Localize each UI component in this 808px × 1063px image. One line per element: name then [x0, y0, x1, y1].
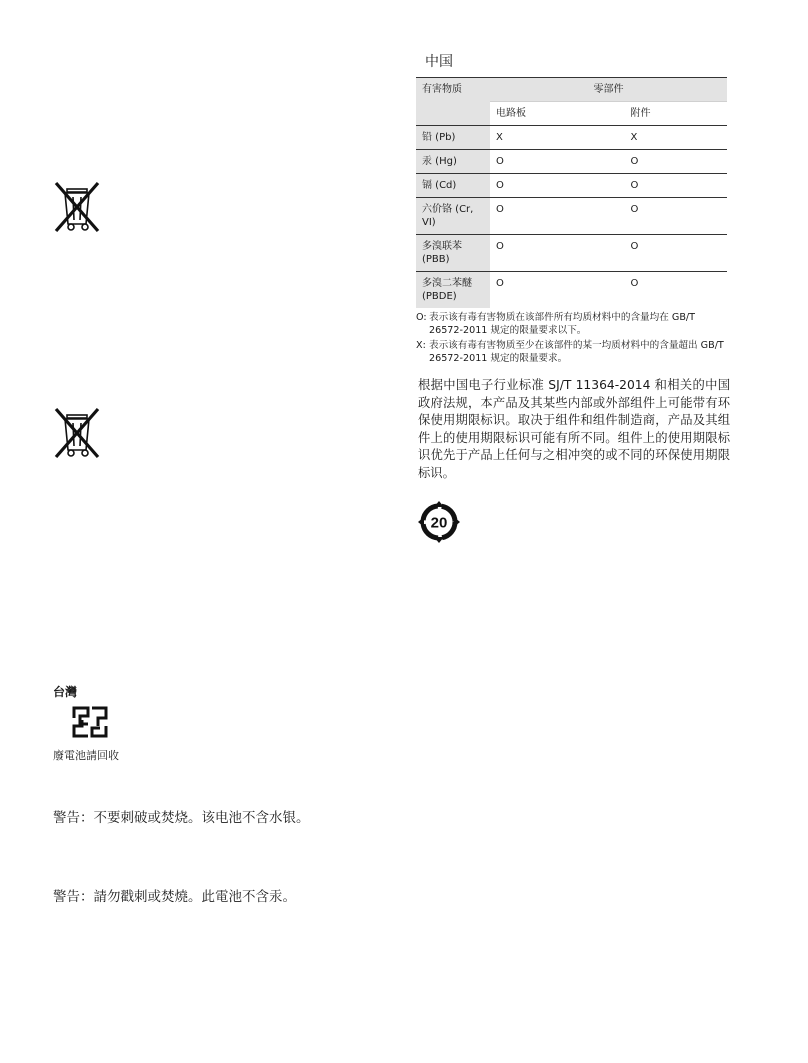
warning-traditional: 警告：請勿戳刺或焚燒。此電池不含汞。	[53, 889, 296, 905]
substance-cell: 汞 (Hg)	[416, 150, 490, 174]
substance-cell: 多溴联苯 (PBB)	[416, 235, 490, 272]
china-heading: 中国	[425, 54, 453, 70]
board-cell: X	[490, 126, 625, 150]
table-row	[416, 174, 727, 198]
substance-cell: 镉 (Cd)	[416, 174, 490, 198]
taiwan-recycle-caption: 廢電池請回收	[53, 749, 119, 762]
board-cell: O	[490, 198, 625, 235]
accessory-cell: O	[625, 198, 728, 235]
substance-cell: 六价铬 (Cr, VI)	[416, 198, 490, 235]
accessory-cell: O	[625, 174, 728, 198]
taiwan-heading: 台灣	[53, 685, 78, 699]
board-cell: O	[490, 235, 625, 272]
header-substance: 有害物质	[416, 78, 490, 126]
taiwan-battery-recycle-icon	[70, 704, 110, 740]
warning-simplified: 警告：不要刺破或焚烧。该电池不含水银。	[53, 810, 310, 826]
header-accessory: 附件	[625, 102, 728, 126]
header-board: 电路板	[490, 102, 625, 126]
note-key: O:	[416, 312, 427, 323]
accessory-cell: O	[625, 272, 728, 309]
board-cell: O	[490, 174, 625, 198]
note-text: 表示该有毒有害物质在该部件所有均质材料中的含量均在 GB/T 26572-2011 规定的限量要求以下。	[429, 312, 696, 336]
substance-cell: 多溴二苯醚 (PBDE)	[416, 272, 490, 309]
efup-paragraph: 根据中国电子行业标准 SJ/T 11364-2014 和相关的中国政府法规，本产品及其某些内部或外部组件上可能带有环保使用期限标识。取决于组件和组件制造商，产品及其组件上的使用期限标识可能有所不同。组件上的使用期限标识优先于产品上任何与之相冲突的或不同的环保使用期限标识。	[418, 378, 730, 480]
hazardous-substances-table	[416, 77, 727, 308]
table-row	[416, 126, 727, 150]
note-text: 表示该有毒有害物质至少在该部件的某一均质材料中的含量超出 GB/T 26572-2011 规定的限量要求。	[429, 340, 724, 364]
accessory-cell: O	[625, 150, 728, 174]
crossed-out-wheelie-bin-icon	[53, 406, 101, 460]
board-cell: O	[490, 272, 625, 309]
accessory-cell: O	[625, 235, 728, 272]
substance-cell: 铅 (Pb)	[416, 126, 490, 150]
crossed-out-wheelie-bin-icon	[53, 180, 101, 234]
header-parts: 零部件	[490, 78, 727, 102]
note-key: X:	[416, 340, 426, 351]
table-notes	[416, 312, 728, 365]
table-row	[416, 198, 727, 235]
table-row	[416, 150, 727, 174]
efup-years: 20	[430, 514, 448, 532]
accessory-cell: X	[625, 126, 728, 150]
board-cell: O	[490, 150, 625, 174]
table-header-row	[416, 78, 727, 102]
table-row	[416, 235, 727, 272]
note-x	[416, 340, 728, 365]
table-row	[416, 272, 727, 309]
environment-friendly-use-period-icon	[416, 499, 462, 545]
note-o	[416, 312, 728, 337]
